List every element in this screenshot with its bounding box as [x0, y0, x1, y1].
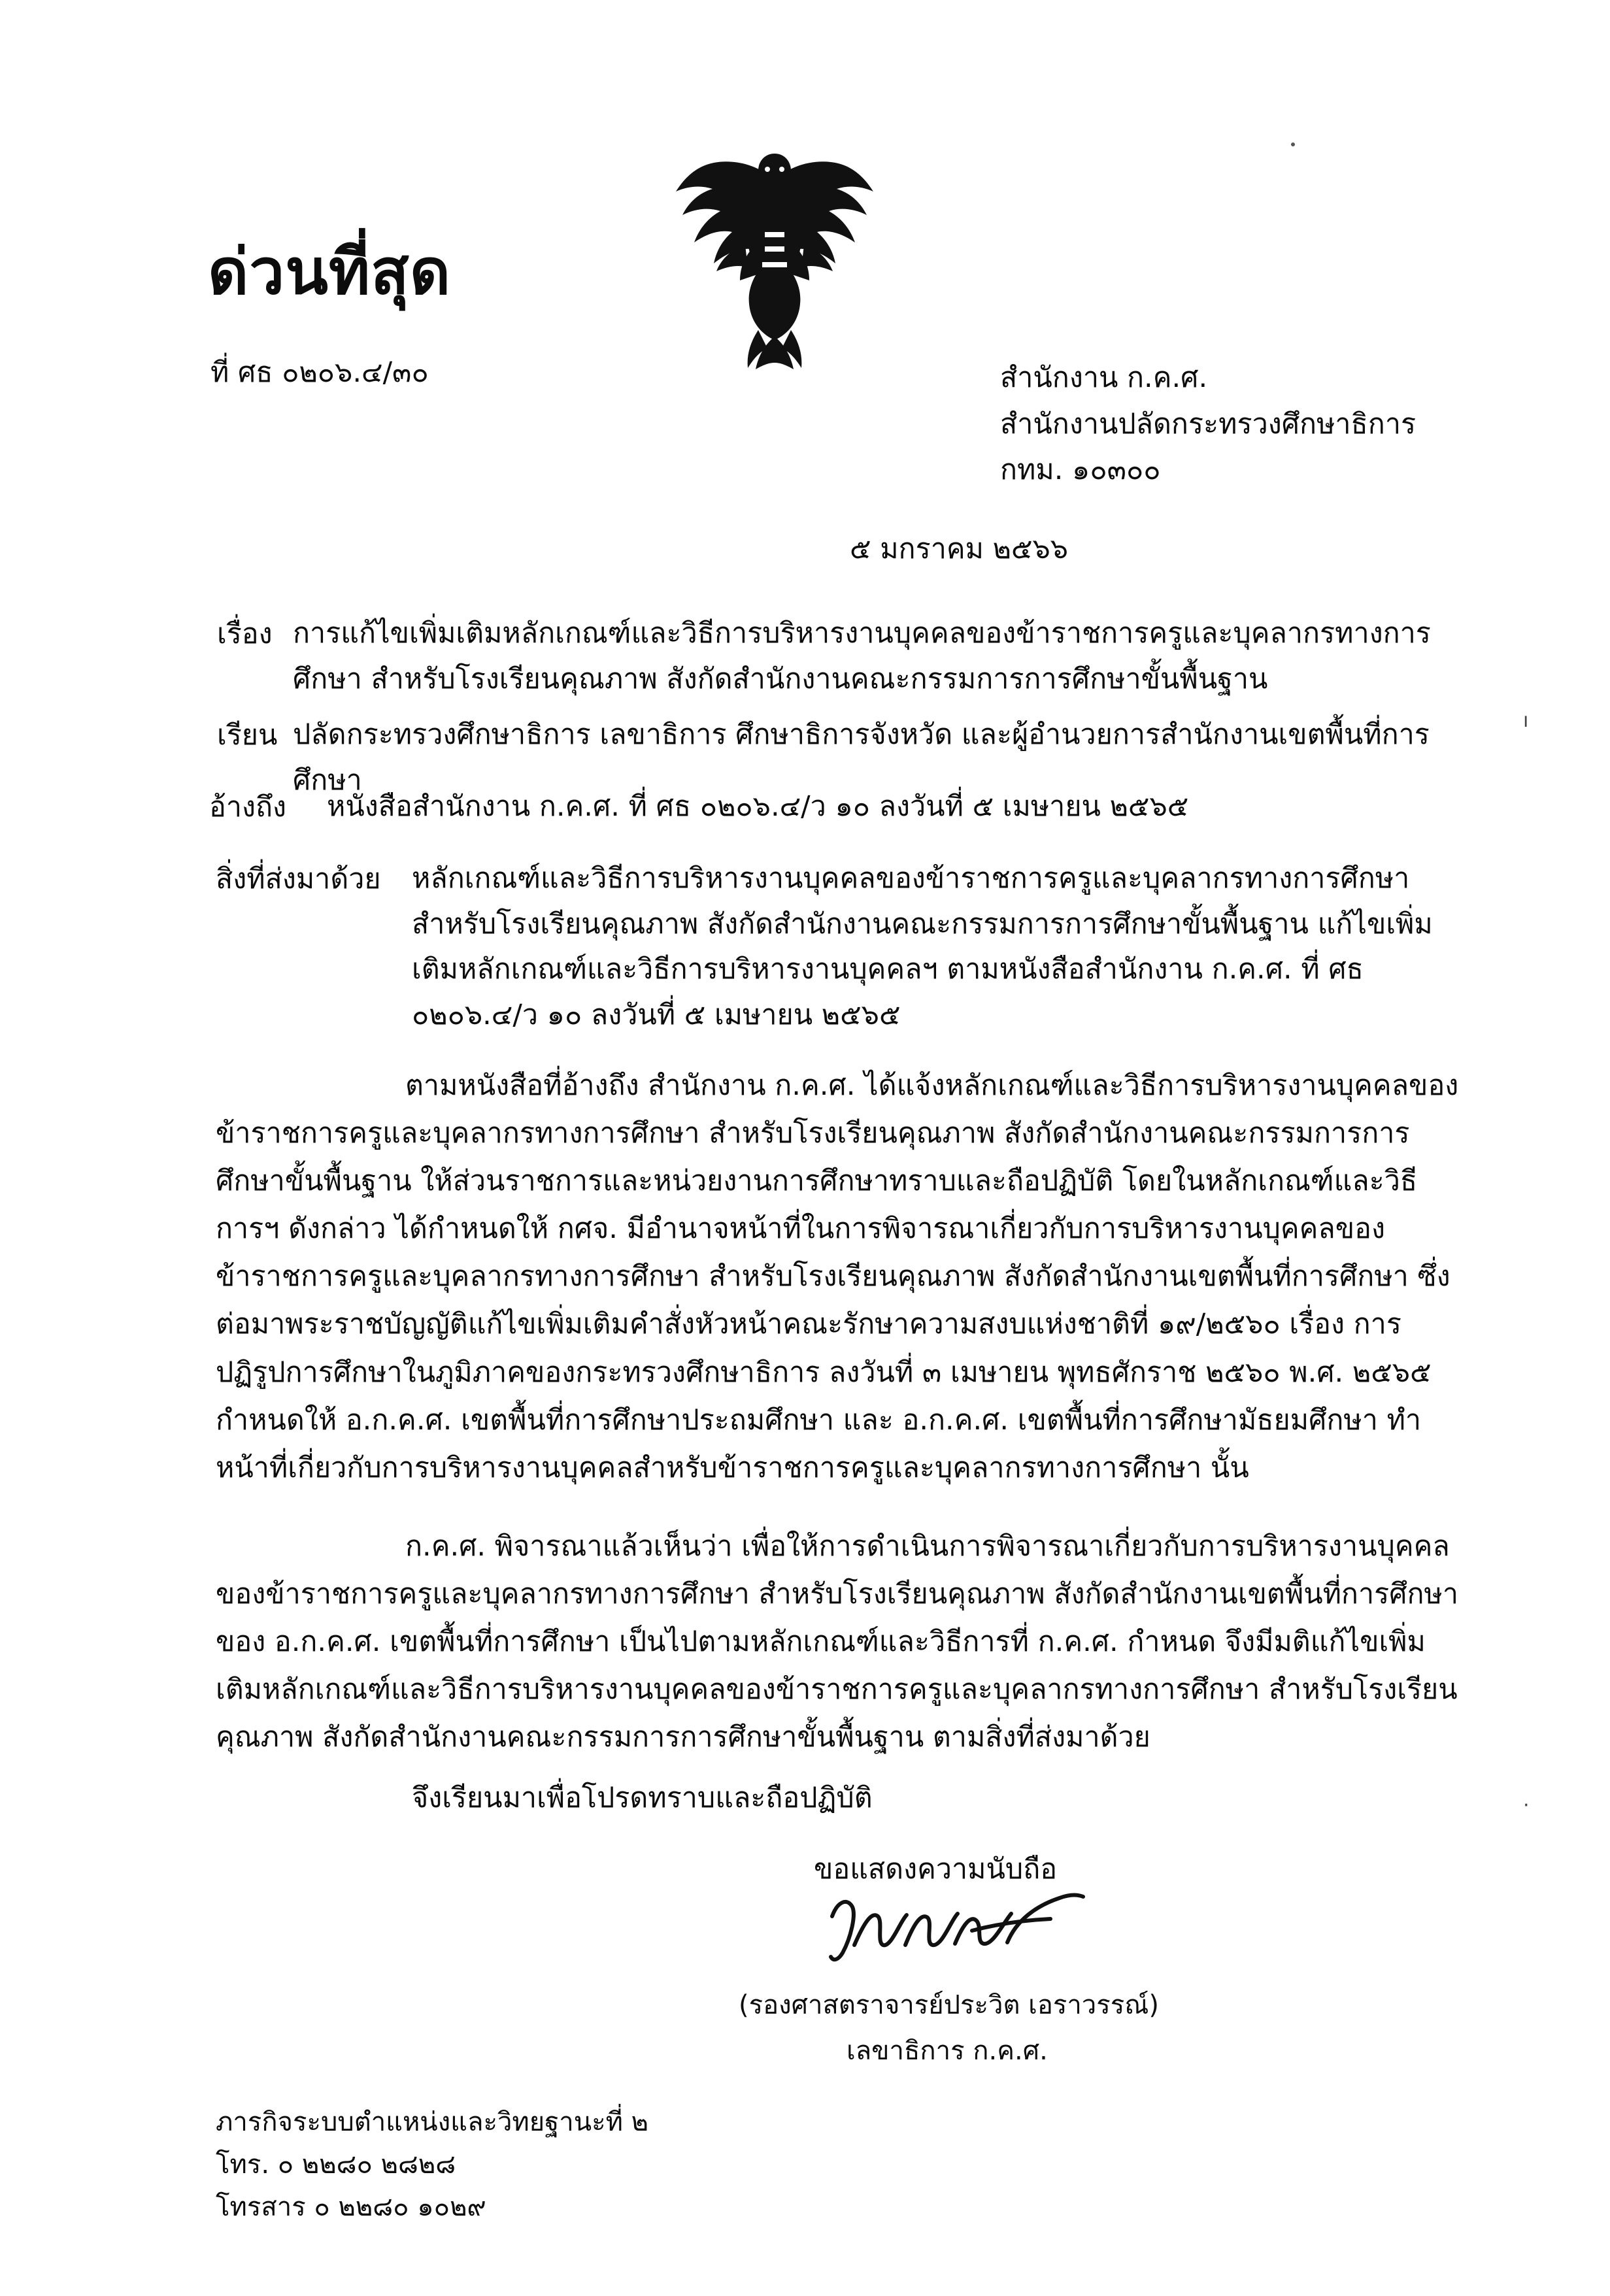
signer-name: (รองศาสตราจารย์ประวิต เอราวรรณ์)	[739, 1990, 1159, 2020]
signer-title: เลขาธิการ ก.ค.ศ.	[847, 2036, 1048, 2066]
body-paragraph-1: ตามหนังสือที่อ้างถึง สำนักงาน ก.ค.ศ. ได้แจ้งหลักเกณฑ์และวิธีการบริหารงานบุคคลของข้าราชการครูและบุคลากรทางการศึกษา สำหรับโรงเรียนคุณภาพ สังกัดสำนักงานคณะกรรมการการศึกษาขั้นพื้นฐาน ให้ส่วนราชการและหน่วยงานการศึกษาทราบและถือปฏิบัติ โดยในหลักเกณฑ์และวิธีการฯ ดังกล่าว ได้กำหนดให้ กศจ. มีอำนาจหน้าที่ในการพิจารณาเกี่ยวกับการบริหารงานบุคคลของข้าราชการครูและบุคลากรทางการศึกษา สำหรับโรงเรียนคุณภาพ สังกัดสำนักงานเขตพื้นที่การศึกษา ซึ่งต่อมาพระราชบัญญัติแก้ไขเพิ่มเติมคำสั่งหัวหน้าคณะรักษาความสงบแห่งชาติที่ ๑๙/๒๕๖๐ เรื่อง การปฏิรูปการศึกษาในภูมิภาคของกระทรวงศึกษาธิการ ลงวันที่ ๓ เมษายน พุทธศักราช ๒๕๖๐ พ.ศ. ๒๕๖๕ กำหนดให้ อ.ก.ค.ศ. เขตพื้นที่การศึกษาประถมศึกษา และ อ.ก.ค.ศ. เขตพื้นที่การศึกษามัธยมศึกษา ทำหน้าที่เกี่ยวกับการบริหารงานบุคคลสำหรับข้าราชการครูและบุคลากรทางการศึกษา นั้น	[216, 1069, 1459, 1484]
handwritten-signature-icon	[820, 1882, 1095, 1980]
closing-salutation: ขอแสดงความนับถือ	[814, 1853, 1058, 1886]
subject-label: เรื่อง	[217, 618, 273, 650]
footer-phone: โทร. ๐ ๒๒๘๐ ๒๘๒๘	[216, 2149, 456, 2180]
agency-address	[1000, 356, 1416, 495]
reference-text: หนังสือสำนักงาน ก.ค.ศ. ที่ ศธ ๐๒๐๖.๔/ว ๑๐ ลงวันที่ ๕ เมษายน ๒๕๖๕	[327, 790, 1189, 823]
enclosure-label: สิ่งที่ส่งมาด้วย	[216, 863, 381, 895]
body-paragraph-3: จึงเรียนมาเพื่อโปรดทราบและถือปฏิบัติ	[412, 1782, 873, 1814]
recipient-text: ปลัดกระทรวงศึกษาธิการ เลขาธิการ ศึกษาธิการจังหวัด และผู้อำนวยการสำนักงานเขตพื้นที่การศึกษา	[293, 718, 1430, 797]
urgent-stamp: ด่วนที่สุด	[208, 235, 452, 308]
footer-contact	[216, 2101, 648, 2228]
document-number: ที่ ศธ ๐๒๐๖.๔/๓๐	[210, 356, 429, 389]
footer-office: ภารกิจระบบตำแหน่งและวิทยฐานะที่ ๒	[216, 2107, 649, 2137]
document-date: ๕ มกราคม ๒๕๖๖	[850, 533, 1069, 565]
agency-line-1: สำนักงาน ก.ค.ศ.	[1000, 361, 1208, 394]
subject-text: การแก้ไขเพิ่มเติมหลักเกณฑ์และวิธีการบริหารงานบุคคลของข้าราชการครูและบุคลากรทางการศึกษา สำหรับโรงเรียนคุณภาพ สังกัดสำนักงานคณะกรรมการการศึกษาขั้นพื้นฐาน	[293, 617, 1431, 695]
agency-line-3: กทม. ๑๐๓๐๐	[1000, 454, 1161, 487]
margin-mark-2: ·	[1523, 1794, 1530, 1817]
reference-label: อ้างถึง	[209, 791, 286, 824]
enclosure-text: หลักเกณฑ์และวิธีการบริหารงานบุคคลของข้าราชการครูและบุคลากรทางการศึกษา สำหรับโรงเรียนคุณภาพ สังกัดสำนักงานคณะกรรมการการศึกษาขั้นพื้นฐาน แก้ไขเพิ่มเติมหลักเกณฑ์และวิธีการบริหารงานบุคคลฯ ตามหนังสือสำนักงาน ก.ค.ศ. ที่ ศธ ๐๒๐๖.๔/ว ๑๐ ลงวันที่ ๕ เมษายน ๒๕๖๕	[412, 862, 1433, 1031]
recipient-label: เรียน	[217, 719, 278, 752]
footer-fax: โทรสาร ๐ ๒๒๘๐ ๑๐๒๙	[216, 2191, 486, 2222]
page-corner-mark	[1291, 142, 1295, 146]
margin-mark-1: ı	[1523, 709, 1529, 732]
agency-line-2: สำนักงานปลัดกระทรวงศึกษาธิการ	[1000, 407, 1417, 441]
garuda-emblem-icon	[667, 134, 882, 395]
body-paragraph-2: ก.ค.ศ. พิจารณาแล้วเห็นว่า เพื่อให้การดำเนินการพิจารณาเกี่ยวกับการบริหารงานบุคคลของข้าราชการครูและบุคลากรทางการศึกษา สำหรับโรงเรียนคุณภาพ สังกัดสำนักงานเขตพื้นที่การศึกษา ของ อ.ก.ค.ศ. เขตพื้นที่การศึกษา เป็นไปตามหลักเกณฑ์และวิธีการที่ ก.ค.ศ. กำหนด จึงมีมติแก้ไขเพิ่มเติมหลักเกณฑ์และวิธีการบริหารงานบุคคลของข้าราชการครูและบุคลากรทางการศึกษา สำหรับโรงเรียนคุณภาพ สังกัดสำนักงานคณะกรรมการการศึกษาขั้นพื้นฐาน ตามสิ่งที่ส่งมาด้วย	[216, 1530, 1459, 1754]
